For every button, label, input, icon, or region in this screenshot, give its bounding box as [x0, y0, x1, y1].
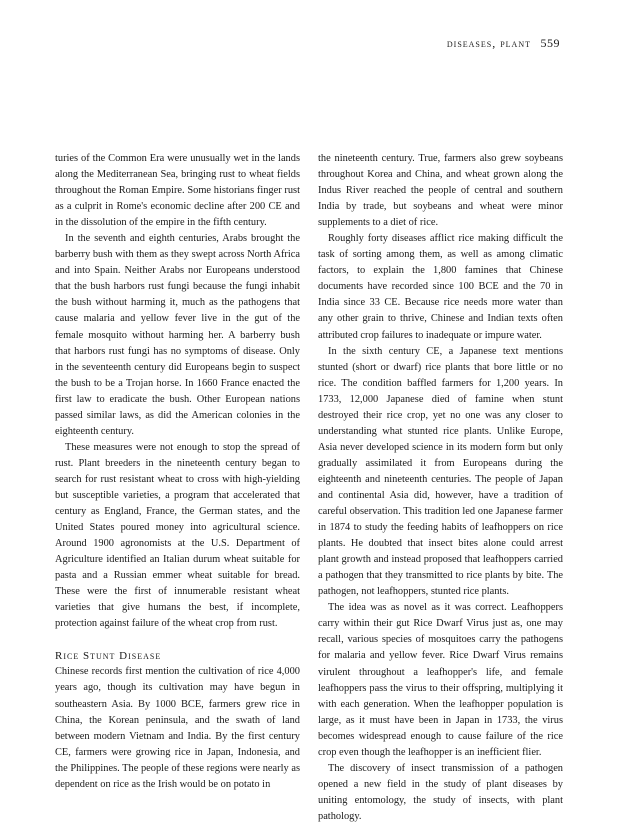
- right-column: [318, 151, 563, 825]
- paragraph: the nineteenth century. True, farmers also grew soybeans throughout Korea and China, and wheat grown along the Indus River reached the people of central and southern India by trade, but soybeans and wheat were minor supplements to a diet of rice.: [318, 153, 563, 229]
- paragraph: In the sixth century CE, a Japanese text mentions stunted (short or dwarf) rice plants that bore little or no rice. The condition baffled farmers for 1,200 years. In 1733, 12,000 Japanese died of famine when stunt destroyed their rice crop, yet no one was any closer to understanding what stunted rice plants. Unlike Europe, Asia never developed science in its modern form but only gradually assimilated it from Europeans during the eighteenth and nineteenth centuries. The people of Japan and continental Asia did, however, have a tradition of careful observation. This tradition led one Japanese farmer in 1874 to study the feeding habits of leafhoppers on rice plants. He doubted that insect bites alone could arrest plant growth and instead proposed that leafhoppers carried a pathogen that they transmitted to rice plants by bite. The pathogen, not leafhoppers, stunted rice plants.: [318, 345, 563, 598]
- running-head: [447, 36, 560, 51]
- page-number: 559: [540, 36, 560, 50]
- left-column: [55, 151, 300, 793]
- paragraph: In the seventh and eighth centuries, Arabs brought the barberry bush with them as they swept across North Africa and into Spain. Neither Arabs nor Europeans understood that the bush harbors rust fungi because the fungi inhabit the bush without harming it, much as the pathogens that cause malaria and yellow fever live in the gut of the female mosquito without harming her. A barberry bush that harbors rust fungi has no symptoms of disease. Only in the seventeenth century did Europeans begin to suspect the bush to be a Trojan horse. In 1660 France enacted the first law to eradicate the bush. Other European nations passed similar laws, as did the American colonies in the eighteenth century.: [55, 233, 300, 437]
- running-head-section: diseases, plant: [446, 36, 531, 50]
- paragraph: Chinese records first mention the cultivation of rice 4,000 years ago, though its cultivation may have begun in southeastern Asia. By 1000 BCE, farmers grew rice in China, the Korean peninsula, and the swath of land between modern Vietnam and India. By the first century CE, farmers were growing rice in Japan, Indonesia, and the Philippines. The people of these regions were nearly as dependent on rice as the Irish would be on potato in: [55, 666, 300, 790]
- paragraph: turies of the Common Era were unusually wet in the lands along the Mediterranean Sea, bringing rust to wheat fields throughout the Roman Empire. Some historians finger rust as a culprit in Rome's economic decline after 200 CE and in the dissolution of the empire in the fifth century.: [55, 153, 300, 229]
- paragraph: Roughly forty diseases afflict rice making difficult the task of sorting among them, as well as among climatic factors, to explain the 1,800 famines that Chinese documents have recorded since 100 BCE and the 70 in India since 33 CE. Because rice needs more water than any other grain to thrive, Chinese and Indian texts often attributed crop failures to inadequate or impure water.: [318, 233, 563, 341]
- paragraph: These measures were not enough to stop the spread of rust. Plant breeders in the nineteenth century began to search for rust resistant wheat to cross with high-yielding but susceptible varieties, a program that accelerated that century as England, France, the German states, and the United States poured money into agricultural science. Around 1900 agronomists at the U.S. Department of Agriculture identified an Italian durum wheat suitable for pasta and a Russian emmer wheat suitable for bread. These were the first of innumerable resistant wheat varieties that give humans the best, if incomplete, protection against failure of the wheat crop from rust.: [55, 441, 300, 630]
- section-heading: Rice Stunt Disease: [55, 650, 162, 663]
- paragraph: The idea was as novel as it was correct. Leafhoppers carry within their gut Rice Dwarf Virus just as, one may recall, various species of mosquitoes carry the pathogens for malaria and yellow fever. Rice Dwarf Virus remains virulent throughout a leafhopper's life, and female leafhoppers pass the virus to their offspring, multiplying it with each generation. When the leafhopper population is large, as it must have been in Japan in 1733, the virus becomes widespread enough to cause failure of the rice crop even though the leafhopper is an inefficient flier.: [318, 602, 563, 758]
- paragraph: The discovery of insect transmission of a pathogen opened a new field in the study of plant diseases by uniting entomology, the study of insects, with plant pathology.: [318, 762, 563, 822]
